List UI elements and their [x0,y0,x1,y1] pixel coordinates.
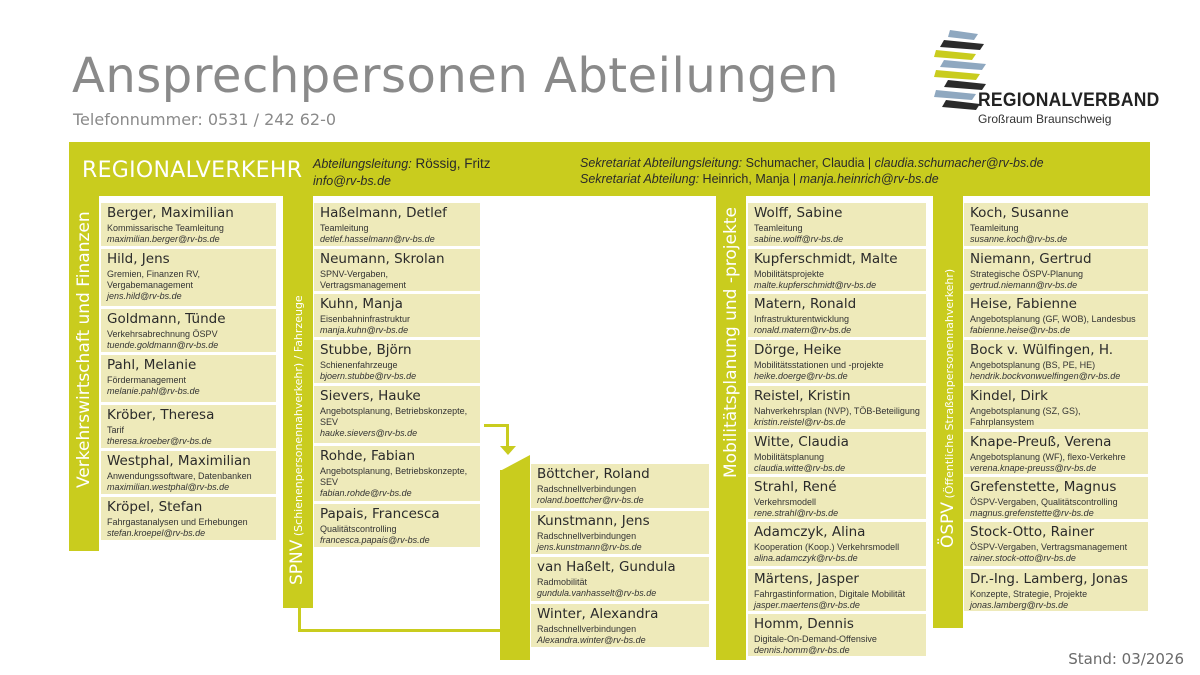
contact-name: Sievers, Hauke [320,388,421,404]
contact-name: Goldmann, Tünde [107,311,226,327]
connector-line [298,629,510,632]
contact-email[interactable]: dennis.homm@rv-bs.de [754,645,850,655]
contact-email[interactable]: roland.boettcher@rv-bs.de [537,495,644,505]
contact-email[interactable]: bjoern.stubbe@rv-bs.de [320,371,417,381]
contact-function: Tarif [107,425,125,435]
contact-function: Fördermanagement [107,375,187,385]
contact-function: Angebotsplanung, Betriebskonzepte, SEV [320,406,468,427]
contact-card [531,557,709,601]
contact-name: Niemann, Gertrud [970,251,1092,267]
contact-name: Adamczyk, Alina [754,524,866,540]
contact-email[interactable]: heike.doerge@rv-bs.de [754,371,848,381]
contact-card [314,249,480,291]
contact-function: Angebotsplanung (SZ, GS), Fahrplansystem [970,406,1081,427]
contact-function: Mobilitätsstationen und -projekte [754,360,884,370]
contact-email[interactable]: fabienne.heise@rv-bs.de [970,325,1071,335]
contact-card [748,432,926,474]
sek2-email[interactable]: manja.heinrich@rv-bs.de [799,172,939,186]
department-head [313,156,490,171]
contact-card [101,497,276,540]
contact-card [314,504,480,547]
contact-card [314,340,480,383]
contact-card [964,569,1148,611]
contact-function: ÖSPV-Vergaben, Qualitätscontrolling [970,497,1118,507]
contact-name: Pahl, Melanie [107,357,197,373]
page-title: Ansprechpersonen Abteilungen [72,48,840,104]
sek2-name: Heinrich, Manja | [699,172,800,186]
contact-name: van Haßelt, Gundula [537,559,676,575]
logo-name: REGIONALVERBAND [978,90,1160,111]
contact-email[interactable]: maximilian.berger@rv-bs.de [107,234,220,244]
contact-card [314,446,480,501]
contact-card [101,203,276,246]
contact-function: Radschnellverbindungen [537,531,637,541]
contact-function: ÖSPV-Vergaben, Vertragsmanagement [970,542,1128,552]
contact-email[interactable]: rene.strahl@rv-bs.de [754,508,839,518]
contact-email[interactable]: tuende.goldmann@rv-bs.de [107,340,219,350]
contact-email[interactable]: jasper.maertens@rv-bs.de [754,600,860,610]
contact-card [101,309,276,352]
contact-card [101,355,276,402]
contact-function: Angebotsplanung (BS, PE, HE) [970,360,1096,370]
contact-email[interactable]: rainer.stock-otto@rv-bs.de [970,553,1076,563]
contact-card [748,203,926,246]
contact-function: Eisenbahninfrastruktur [320,314,411,324]
contact-card [748,614,926,656]
contact-email[interactable]: gertrud.niemann@rv-bs.de [970,280,1078,290]
contact-card [314,203,480,246]
contact-name: Grefenstette, Magnus [970,479,1117,495]
contact-name: Hild, Jens [107,251,170,267]
contact-function: Teamleitung [320,223,369,233]
contact-function: Mobilitätsprojekte [754,269,825,279]
contact-name: Rohde, Fabian [320,448,415,464]
contact-name: Kunstmann, Jens [537,513,650,529]
contact-function: Radschnellverbindungen [537,484,637,494]
contact-email[interactable]: melanie.pahl@rv-bs.de [107,386,200,396]
contact-name: Westphal, Maximilian [107,453,251,469]
contact-function: Teamleitung [754,223,803,233]
logo-subtitle: Großraum Braunschweig [978,112,1112,126]
contact-function: Qualitätscontrolling [320,524,397,534]
contact-name: Matern, Ronald [754,296,857,312]
department-title: REGIONALVERKEHR [82,158,303,183]
contact-function: Strategische ÖSPV-Planung [970,269,1084,279]
contact-name: Kuhn, Manja [320,296,403,312]
contact-name: Kröpel, Stefan [107,499,203,515]
contact-name: Heise, Fabienne [970,296,1077,312]
contact-email[interactable]: theresa.kroeber@rv-bs.de [107,436,212,446]
column-label-opv [938,269,958,548]
contact-name: Märtens, Jasper [754,571,859,587]
contact-function: Fahrgastanalysen und Erhebungen [107,517,248,527]
contact-email[interactable]: sabine.wolff@rv-bs.de [754,234,844,244]
opv-label-main: ÖSPV [938,501,958,548]
contact-function: Angebotsplanung (WF), flexo-Verkehre [970,452,1126,462]
contact-function: SPNV-Vergaben, Vertragsmanagement [320,269,407,290]
contact-email[interactable]: hauke.sievers@rv-bs.de [320,428,418,438]
contact-card [748,249,926,291]
contact-name: Winter, Alexandra [537,606,659,622]
contact-function: Verkehrsabrechnung ÖSPV [107,329,218,339]
contact-email[interactable]: maximilian.westphal@rv-bs.de [107,482,230,492]
contact-name: Koch, Susanne [970,205,1069,221]
contact-card [531,511,709,554]
contact-card [314,386,480,443]
contact-email[interactable]: jonas.lamberg@rv-bs.de [970,600,1069,610]
contact-name: Kindel, Dirk [970,388,1048,404]
contact-card [101,451,276,494]
contact-card [531,464,709,508]
contact-card [748,522,926,566]
contact-email[interactable] [970,428,1143,429]
sek1-name: Schumacher, Claudia | [742,156,875,170]
contact-function: Kommissarische Teamleitung [107,223,224,233]
contact-card [964,432,1148,474]
contact-email[interactable]: detlef.hasselmann@rv-bs.de [320,234,435,244]
contact-function: Kooperation (Koop.) Verkehrsmodell [754,542,900,552]
contact-function: Gremien, Finanzen RV, Vergabemanagement [107,269,201,290]
contact-email[interactable]: fabian.rohde@rv-bs.de [320,488,412,498]
secretariat-head [580,156,1044,170]
contact-email[interactable]: hendrik.bockvonwuelfingen@rv-bs.de [970,371,1121,381]
secretariat-department [580,172,939,186]
contact-card [964,522,1148,566]
contact-card [748,294,926,337]
opv-label-paren: (Öffentliche Straßenpersonennahverkehr) [943,268,956,502]
contact-function: Konzepte, Strategie, Projekte [970,589,1088,599]
contact-name: Stock-Otto, Rainer [970,524,1095,540]
contact-email[interactable]: kristin.reistel@rv-bs.de [754,417,846,427]
contact-email[interactable]: Alexandra.winter@rv-bs.de [537,635,646,645]
contact-name: Neumann, Skrolan [320,251,445,267]
contact-name: Witte, Claudia [754,434,849,450]
head-label: Abteilungsleitung: [313,157,412,171]
contact-card [964,249,1148,291]
contact-name: Berger, Maximilian [107,205,234,221]
contact-function: Verkehrsmodell [754,497,817,507]
contact-card [964,203,1148,246]
contact-email[interactable]: alina.adamczyk@rv-bs.de [754,553,858,563]
contact-email[interactable]: ronald.matern@rv-bs.de [754,325,852,335]
contact-email[interactable]: gundula.vanhasselt@rv-bs.de [537,588,657,598]
column-label-spnv [287,295,307,585]
contact-name: Wolff, Sabine [754,205,843,221]
spnv-label-main: SPNV [287,539,307,585]
contact-card [101,405,276,448]
contact-function: Fahrgastinformation, Digitale Mobilität [754,589,906,599]
contact-function: Mobilitätsplanung [754,452,825,462]
contact-function: Anwendungssoftware, Datenbanken [107,471,252,481]
contact-card [964,477,1148,519]
arrow-down-icon [500,446,516,456]
contact-function: Radmobilität [537,577,588,587]
contact-email[interactable]: stefan.kroepel@rv-bs.de [107,528,206,538]
contact-card [964,386,1148,429]
contact-function: Radschnellverbindungen [537,624,637,634]
contact-email[interactable]: verena.knape-preuss@rv-bs.de [970,463,1097,473]
contact-card [748,340,926,383]
contact-card [101,249,276,306]
contact-name: Böttcher, Roland [537,466,650,482]
department-email-text[interactable]: info@rv-bs.de [313,174,391,188]
contact-name: Knape-Preuß, Verena [970,434,1112,450]
contact-email[interactable]: jens.hild@rv-bs.de [107,291,182,301]
contact-name: Kröber, Theresa [107,407,215,423]
contact-email[interactable]: magnus.grefenstette@rv-bs.de [970,508,1094,518]
contact-function: Infrastrukturentwicklung [754,314,850,324]
status-date: Stand: 03/2026 [1068,650,1184,668]
contact-card [314,294,480,337]
contact-name: Dr.-Ing. Lamberg, Jonas [970,571,1128,587]
contact-name: Dörge, Heike [754,342,842,358]
contact-card [748,477,926,519]
contact-function: Nahverkehrsplan (NVP), TÖB-Beteiligung [754,406,920,416]
contact-name: Kupferschmidt, Malte [754,251,898,267]
contact-name: Papais, Francesca [320,506,440,522]
contact-email[interactable]: claudia.witte@rv-bs.de [754,463,846,473]
connector-line [484,424,508,427]
contact-email[interactable]: susanne.koch@rv-bs.de [970,234,1068,244]
head-name: Rössig, Fritz [411,156,491,171]
column-label-mob: Mobilitätsplanung und -projekte [721,207,741,478]
contact-card [748,569,926,611]
phone-number: Telefonnummer: 0531 / 242 62-0 [73,110,337,129]
contact-email[interactable]: francesca.papais@rv-bs.de [320,535,430,545]
contact-name: Homm, Dennis [754,616,854,632]
contact-name: Strahl, René [754,479,837,495]
contact-function: Teamleitung [970,223,1019,233]
contact-function: Angebotsplanung (GF, WOB), Landesbus [970,314,1136,324]
contact-card [964,294,1148,337]
contact-email[interactable]: manja.kuhn@rv-bs.de [320,325,409,335]
contact-function: Schienenfahrzeuge [320,360,398,370]
contact-name: Haßelmann, Detlef [320,205,447,221]
contact-name: Reistel, Kristin [754,388,851,404]
contact-email[interactable]: jens.kunstmann@rv-bs.de [537,542,642,552]
rad-notch [500,455,530,471]
spnv-label-paren: (Schienenpersonennahverkehr) / Fahrzeuge [292,295,305,540]
contact-function: Angebotsplanung, Betriebskonzepte, SEV [320,466,468,487]
sek1-label: Sekretariat Abteilungsleitung: [580,156,743,170]
contact-function: Digitale-On-Demand-Offensive [754,634,877,644]
contact-card [964,340,1148,383]
department-email[interactable] [313,174,391,188]
contact-email[interactable]: malte.kupferschmidt@rv-bs.de [754,280,877,290]
contact-name: Stubbe, Björn [320,342,412,358]
contact-name: Bock v. Wülfingen, H. [970,342,1114,358]
contact-card [531,604,709,647]
column-label-vw: Verkehrswirtschaft und Finanzen [74,211,94,488]
sek2-label: Sekretariat Abteilung: [580,172,700,186]
contact-card [748,386,926,429]
sek1-email[interactable]: claudia.schumacher@rv-bs.de [874,156,1044,170]
